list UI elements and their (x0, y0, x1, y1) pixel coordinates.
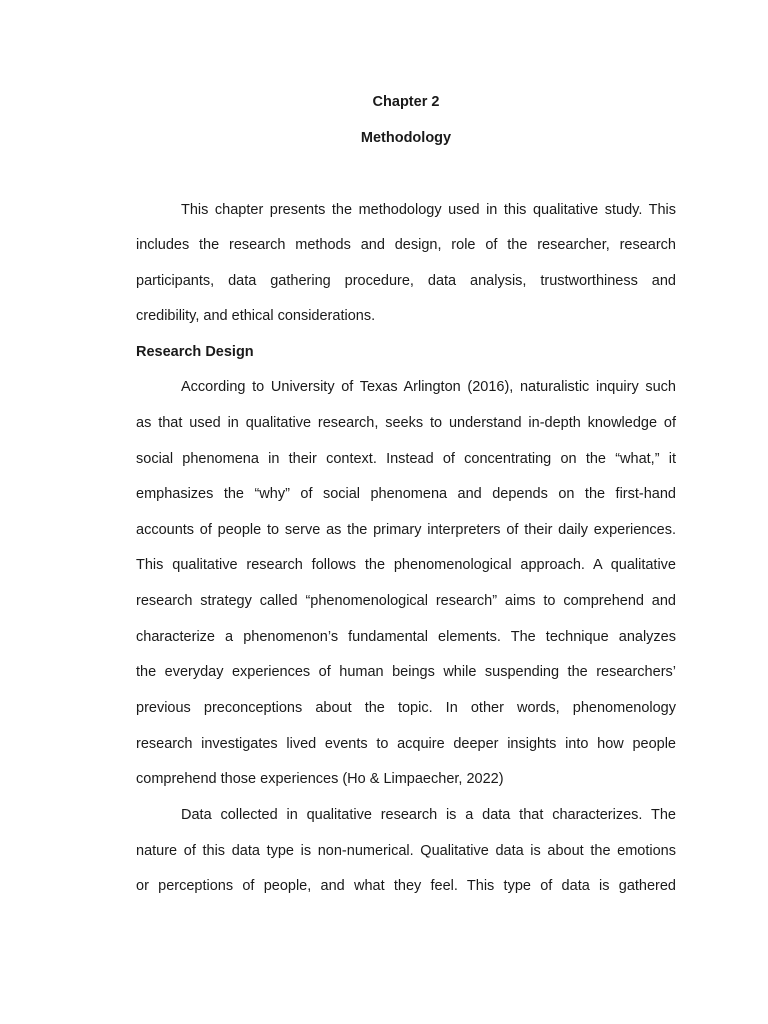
chapter-label: Chapter 2 (372, 94, 440, 110)
intro-line-3: participants, data gathering procedure, data analysis, trustworthiness and (136, 273, 676, 289)
design-line-9: the everyday experiences of human beings while suspending the researchers’ (136, 664, 676, 680)
intro-line-4: credibility, and ethical considerations. (136, 308, 376, 324)
design-line-1: According to University of Texas Arlington (2016), naturalistic inquiry such (181, 379, 676, 395)
design-line-7: research strategy called “phenomenological research” aims to comprehend and (136, 593, 676, 609)
intro-line-2: includes the research methods and design, role of the researcher, research (136, 237, 676, 253)
design-line-6: This qualitative research follows the phenomenological approach. A qualitative (136, 557, 676, 573)
design-line-2: as that used in qualitative research, seeks to understand in-depth knowledge of (136, 415, 676, 431)
design-line-4: emphasizes the “why” of social phenomena and depends on the first-hand (136, 486, 676, 502)
design-line-11: research investigates lived events to acquire deeper insights into how people (136, 736, 676, 752)
design-line-10: previous preconceptions about the topic. In other words, phenomenology (136, 700, 676, 716)
design-line-5: accounts of people to serve as the primary interpreters of their daily experiences. (136, 522, 676, 538)
data-line-3: or perceptions of people, and what they feel. This type of data is gathered (136, 878, 676, 894)
section-heading: Research Design (136, 344, 254, 360)
intro-line-1: This chapter presents the methodology used in this qualitative study. This (181, 202, 676, 218)
chapter-title: Methodology (360, 130, 452, 146)
design-line-8: characterize a phenomenon’s fundamental elements. The technique analyzes (136, 629, 676, 645)
data-line-2: nature of this data type is non-numerical. Qualitative data is about the emotions (136, 843, 676, 859)
design-line-3: social phenomena in their context. Instead of concentrating on the “what,” it (136, 451, 676, 467)
data-line-1: Data collected in qualitative research is a data that characterizes. The (181, 807, 676, 823)
design-line-12: comprehend those experiences (Ho & Limpaecher, 2022) (136, 771, 504, 787)
